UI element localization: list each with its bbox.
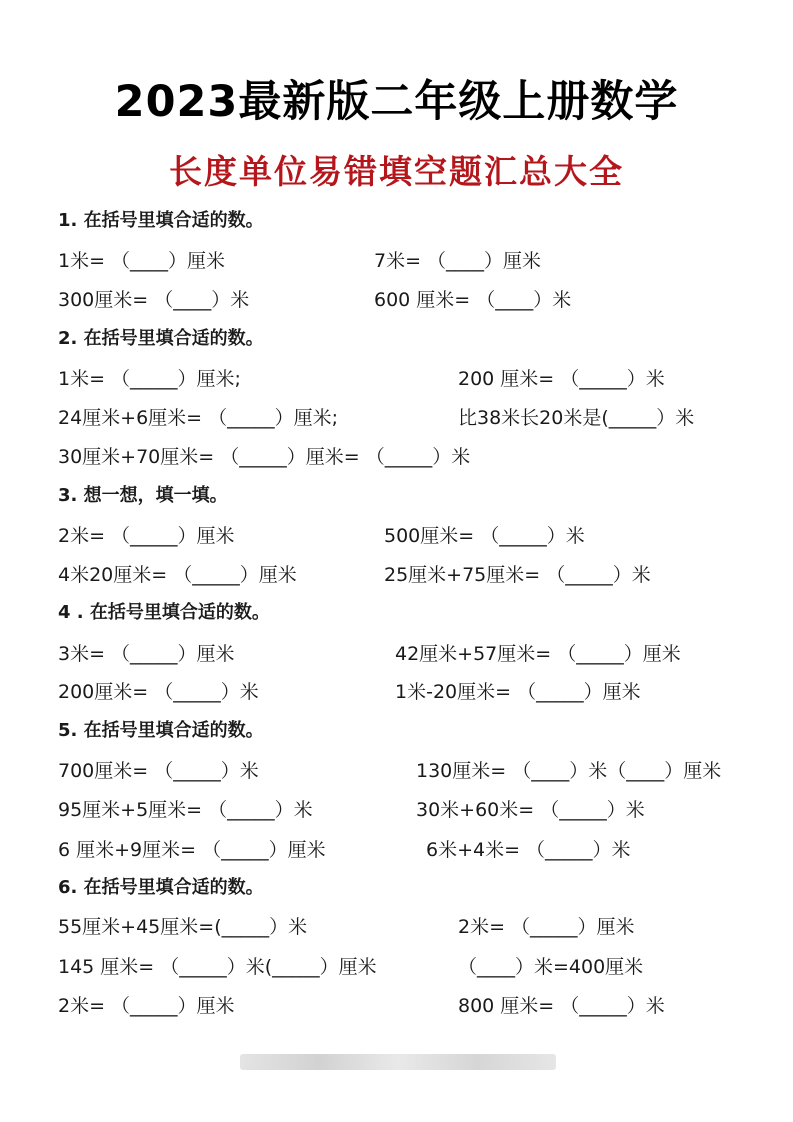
question-5-5: 6 厘米+9厘米= （_____）厘米 (58, 839, 326, 861)
question-4-3: 200厘米= （_____）米 (58, 681, 259, 703)
question-3-2: 500厘米= （_____）米 (384, 525, 585, 547)
question-2-1: 1米= （_____）厘米; (58, 368, 241, 390)
question-2-4: 比38米长20米是(_____）米 (458, 407, 695, 429)
section-4-heading: 4 . 在括号里填合适的数。 (58, 602, 270, 623)
section-1-heading: 1. 在括号里填合适的数。 (58, 210, 264, 231)
question-6-4: （____）米=400厘米 (458, 956, 644, 978)
question-6-3: 145 厘米= （_____）米(_____）厘米 (58, 956, 377, 978)
question-5-2: 130厘米= （____）米（____）厘米 (416, 760, 722, 782)
question-4-4: 1米-20厘米= （_____）厘米 (395, 681, 641, 703)
question-1-4: 600 厘米= （____）米 (374, 289, 572, 311)
page-subtitle: 长度单位易错填空题汇总大全 (169, 152, 624, 191)
question-3-3: 4米20厘米= （_____）厘米 (58, 564, 297, 586)
page-title: 2023最新版二年级上册数学 (114, 77, 679, 127)
question-6-1: 55厘米+45厘米=(_____）米 (58, 916, 308, 938)
question-4-2: 42厘米+57厘米= （_____）厘米 (395, 643, 681, 665)
section-6-heading: 6. 在括号里填合适的数。 (58, 877, 264, 898)
question-1-3: 300厘米= （____）米 (58, 289, 250, 311)
question-5-6: 6米+4米= （_____）米 (426, 839, 631, 861)
question-2-3: 24厘米+6厘米= （_____）厘米; (58, 407, 339, 429)
question-4-1: 3米= （_____）厘米 (58, 643, 235, 665)
question-3-4: 25厘米+75厘米= （_____）米 (384, 564, 651, 586)
question-3-1: 2米= （_____）厘米 (58, 525, 235, 547)
question-1-2: 7米= （____）厘米 (374, 250, 542, 272)
section-3-heading: 3. 想一想，填一填。 (58, 485, 228, 506)
question-5-3: 95厘米+5厘米= （_____）米 (58, 799, 313, 821)
question-2-2: 200 厘米= （_____）米 (458, 368, 665, 390)
section-2-heading: 2. 在括号里填合适的数。 (58, 328, 264, 349)
question-5-1: 700厘米= （_____）米 (58, 760, 259, 782)
question-1-1: 1米= （____）厘米 (58, 250, 226, 272)
question-2-5: 30厘米+70厘米= （_____）厘米= （_____）米 (58, 446, 471, 468)
question-6-6: 800 厘米= （_____）米 (458, 995, 665, 1017)
section-5-heading: 5. 在括号里填合适的数。 (58, 720, 264, 741)
question-6-5: 2米= （_____）厘米 (58, 995, 235, 1017)
blurred-watermark (240, 1054, 556, 1070)
question-6-2: 2米= （_____）厘米 (458, 916, 635, 938)
question-5-4: 30米+60米= （_____）米 (416, 799, 645, 821)
